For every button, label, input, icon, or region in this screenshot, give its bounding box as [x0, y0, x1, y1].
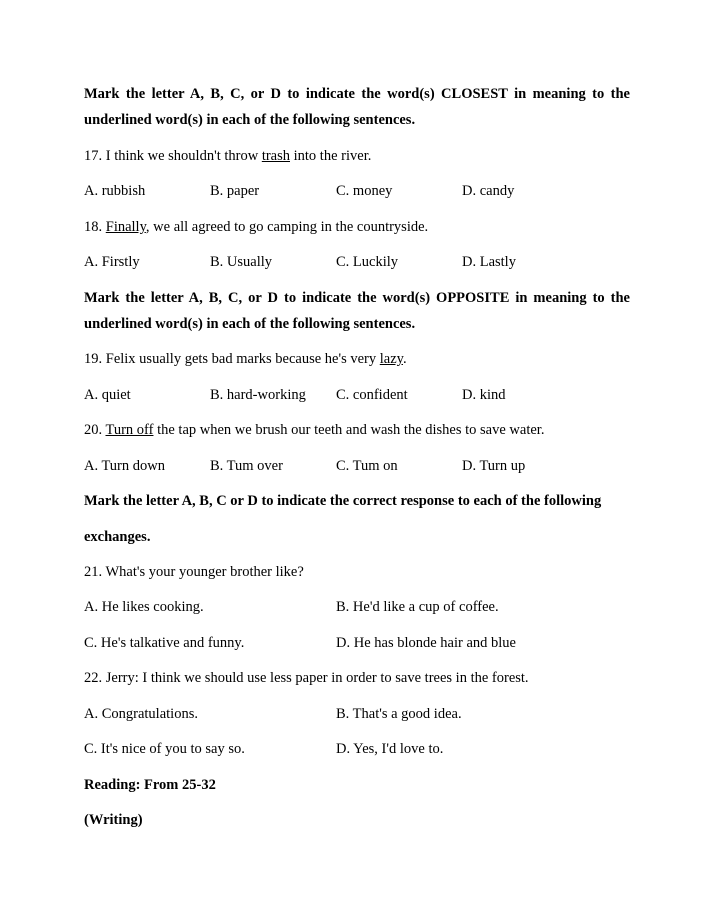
question-20-options: [84, 457, 630, 475]
q22-option-d[interactable]: D. Yes, I'd love to.: [336, 741, 444, 757]
section-reading: Reading: From 25-32: [84, 777, 216, 793]
q18-option-d[interactable]: D. Lastly: [462, 254, 516, 270]
question-18-underlined: Finally: [105, 219, 146, 235]
question-18: [84, 218, 428, 236]
instruction-response-line2: exchanges.: [84, 529, 151, 545]
question-21-options-row2: [84, 634, 630, 652]
q17-option-a[interactable]: A. rubbish: [84, 183, 146, 199]
q17-option-c[interactable]: C. money: [336, 183, 393, 199]
q17-option-b[interactable]: B. paper: [210, 183, 260, 199]
q21-option-a[interactable]: A. He likes cooking.: [84, 599, 204, 615]
q18-option-c[interactable]: C. Luckily: [336, 254, 399, 270]
question-18-before: 18.: [84, 219, 106, 235]
instruction-opposite-line1: Mark the letter A, B, C, or D to indicate the word(s) OPPOSITE in meaning to the: [84, 290, 630, 306]
q22-option-c[interactable]: C. It's nice of you to say so.: [84, 741, 245, 757]
question-17-underlined: trash: [261, 148, 290, 164]
q21-option-c[interactable]: C. He's talkative and funny.: [84, 635, 245, 651]
question-21-options-row1: [84, 598, 630, 616]
q18-option-b[interactable]: B. Usually: [210, 254, 273, 270]
question-19: [84, 350, 407, 368]
question-20-after: the tap when we brush our teeth and wash the dishes to save water.: [153, 422, 545, 438]
question-22-options-row1: [84, 705, 630, 723]
q19-option-a[interactable]: A. quiet: [84, 387, 131, 403]
q20-option-a[interactable]: A. Turn down: [84, 458, 165, 474]
question-22-options-row2: [84, 740, 630, 758]
question-22: 22. Jerry: I think we should use less paper in order to save trees in the forest.: [84, 670, 529, 686]
q21-option-b[interactable]: B. He'd like a cup of coffee.: [336, 599, 499, 615]
question-19-before: 19. Felix usually gets bad marks because he's very: [84, 351, 380, 367]
question-20-underlined: Turn off: [105, 422, 154, 438]
q19-option-d[interactable]: D. kind: [462, 387, 506, 403]
q22-option-a[interactable]: A. Congratulations.: [84, 706, 198, 722]
question-19-options: [84, 386, 630, 404]
q18-option-a[interactable]: A. Firstly: [84, 254, 140, 270]
instruction-closest-line1: Mark the letter A, B, C, or D to indicate the word(s) CLOSEST in meaning to the: [84, 86, 630, 102]
question-17-after: into the river.: [290, 148, 372, 164]
q17-option-d[interactable]: D. candy: [462, 183, 515, 199]
question-17: [84, 147, 371, 165]
q20-option-b[interactable]: B. Tum over: [210, 458, 283, 474]
instruction-opposite-line2: underlined word(s) in each of the following sentences.: [84, 316, 416, 332]
section-writing: (Writing): [84, 812, 143, 828]
q19-option-c[interactable]: C. confident: [336, 387, 408, 403]
q22-option-b[interactable]: B. That's a good idea.: [336, 706, 462, 722]
q20-option-d[interactable]: D. Turn up: [462, 458, 526, 474]
question-19-underlined: lazy: [379, 351, 403, 367]
question-18-options: [84, 253, 630, 271]
question-17-before: 17. I think we shouldn't throw: [84, 148, 262, 164]
question-19-after: .: [402, 351, 407, 367]
q20-option-c[interactable]: C. Tum on: [336, 458, 398, 474]
question-20: [84, 421, 544, 439]
question-17-options: [84, 182, 630, 200]
q19-option-b[interactable]: B. hard-working: [210, 387, 306, 403]
question-21: 21. What's your younger brother like?: [84, 564, 304, 580]
instruction-closest-line2: underlined word(s) in each of the following sentences.: [84, 112, 416, 128]
question-18-after: , we all agreed to go camping in the countryside.: [145, 219, 429, 235]
question-20-before: 20.: [84, 422, 106, 438]
q21-option-d[interactable]: D. He has blonde hair and blue: [336, 635, 516, 651]
instruction-response-line1: Mark the letter A, B, C or D to indicate the correct response to each of the following: [84, 493, 602, 509]
